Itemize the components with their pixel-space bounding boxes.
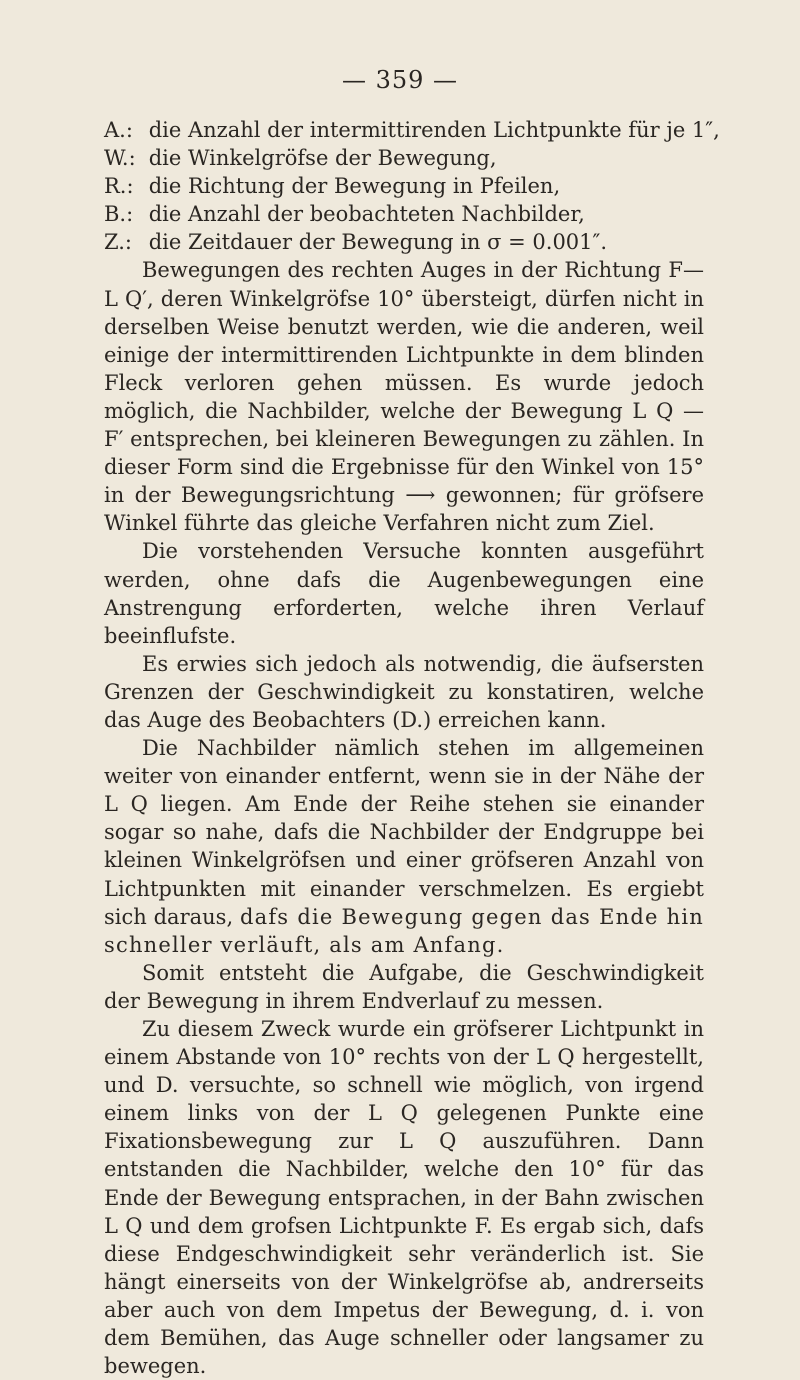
page-number: — 359 — bbox=[341, 66, 459, 94]
paragraph: Die vorstehenden Versuche konnten ausgeführt werden, ohne dafs die Augenbewegungen eine Anstrengung erforderten, welche ihren Verlauf beeinflufste. bbox=[104, 539, 704, 648]
page-text bbox=[104, 116, 720, 1380]
paragraph: Somit entsteht die Aufgabe, die Geschwindigkeit der Bewegung in ihrem Endverlauf zu messen. bbox=[104, 960, 704, 1013]
definition-text: die Richtung der Bewegung in Pfeilen, bbox=[148, 174, 561, 199]
paragraph: Es erwies sich jedoch als notwendig, die äufsersten Grenzen der Geschwindigkeit zu konstatiren, welche das Auge des Beobachters (D.) erreichen kann. bbox=[104, 651, 704, 732]
definition-text: die Zeitdauer der Bewegung in σ = 0.001″. bbox=[148, 230, 608, 255]
definition-abbr: R.: bbox=[104, 174, 134, 199]
definition-line bbox=[104, 200, 704, 228]
emphasized-sentence: dafs die Bewegung gegen das Ende hin schneller verläuft, als am Anfang. bbox=[104, 904, 704, 957]
paragraph-text: Die Nachbilder nämlich stehen im allgemeinen weiter von einander entfernt, wenn sie in der Nähe der L Q liegen. Am Ende der Reihe stehen sie einander sogar so nahe, dafs die Nachbilder der Endgruppe bei kleinen Winkelgröfsen und einer gröfseren Anzahl von Lichtpunkten mit einander verschmelzen. Es ergiebt sich daraus, bbox=[104, 736, 704, 929]
definition-line bbox=[104, 144, 704, 172]
definition-line bbox=[104, 172, 704, 200]
definition-text: die Anzahl der intermittirenden Lichtpunkte für je 1″, bbox=[148, 118, 720, 142]
definition-line bbox=[104, 228, 704, 256]
definition-line bbox=[104, 116, 720, 144]
definition-abbr: W.: bbox=[104, 146, 136, 171]
definition-abbr: A.: bbox=[104, 118, 133, 142]
definition-abbr: Z.: bbox=[104, 230, 132, 255]
paragraph bbox=[104, 734, 704, 959]
paragraph: Bewegungen des rechten Auges in der Richtung F— L Q′, deren Winkelgröfse 10° übersteigt, dürfen nicht in derselben Weise benutzt werden, wie die anderen, weil einige der intermittirenden Lichtpunkte in dem blinden Fleck verloren gehen müssen. Es wurde jedoch möglich, die Nachbilder, welche der Bewegung L Q — F′ entsprechen, bei kleineren Bewegungen zu zählen. In dieser Form sind die Ergebnisse für den Winkel von 15° in der Bewegungsrichtung ⟶ gewonnen; für gröfsere Winkel führte das gleiche Verfahren nicht zum Ziel. bbox=[104, 258, 704, 536]
definition-abbr: B.: bbox=[104, 202, 134, 227]
definition-text: die Winkelgröfse der Bewegung, bbox=[148, 146, 497, 171]
paragraph: Zu diesem Zweck wurde ein gröfserer Lichtpunkt in einem Abstande von 10° rechts von der L Q hergestellt, und D. versuchte, so schnell wie möglich, von irgend einem links von der L Q gelegenen Punkte eine Fixationsbewegung zur L Q auszuführen. Dann entstanden die Nachbilder, welche den 10° für das Ende der Bewegung entsprachen, in der Bahn zwischen L Q und dem grofsen Lichtpunkte F. Es ergab sich, dafs diese Endgeschwindigkeit sehr veränderlich ist. Sie hängt einerseits von der Winkelgröfse ab, andrerseits aber auch von dem Impetus der Bewegung, d. i. von dem Bemühen, das Auge schneller oder langsamer zu bewegen. bbox=[104, 1017, 704, 1379]
definition-text: die Anzahl der beobachteten Nachbilder, bbox=[148, 202, 585, 227]
